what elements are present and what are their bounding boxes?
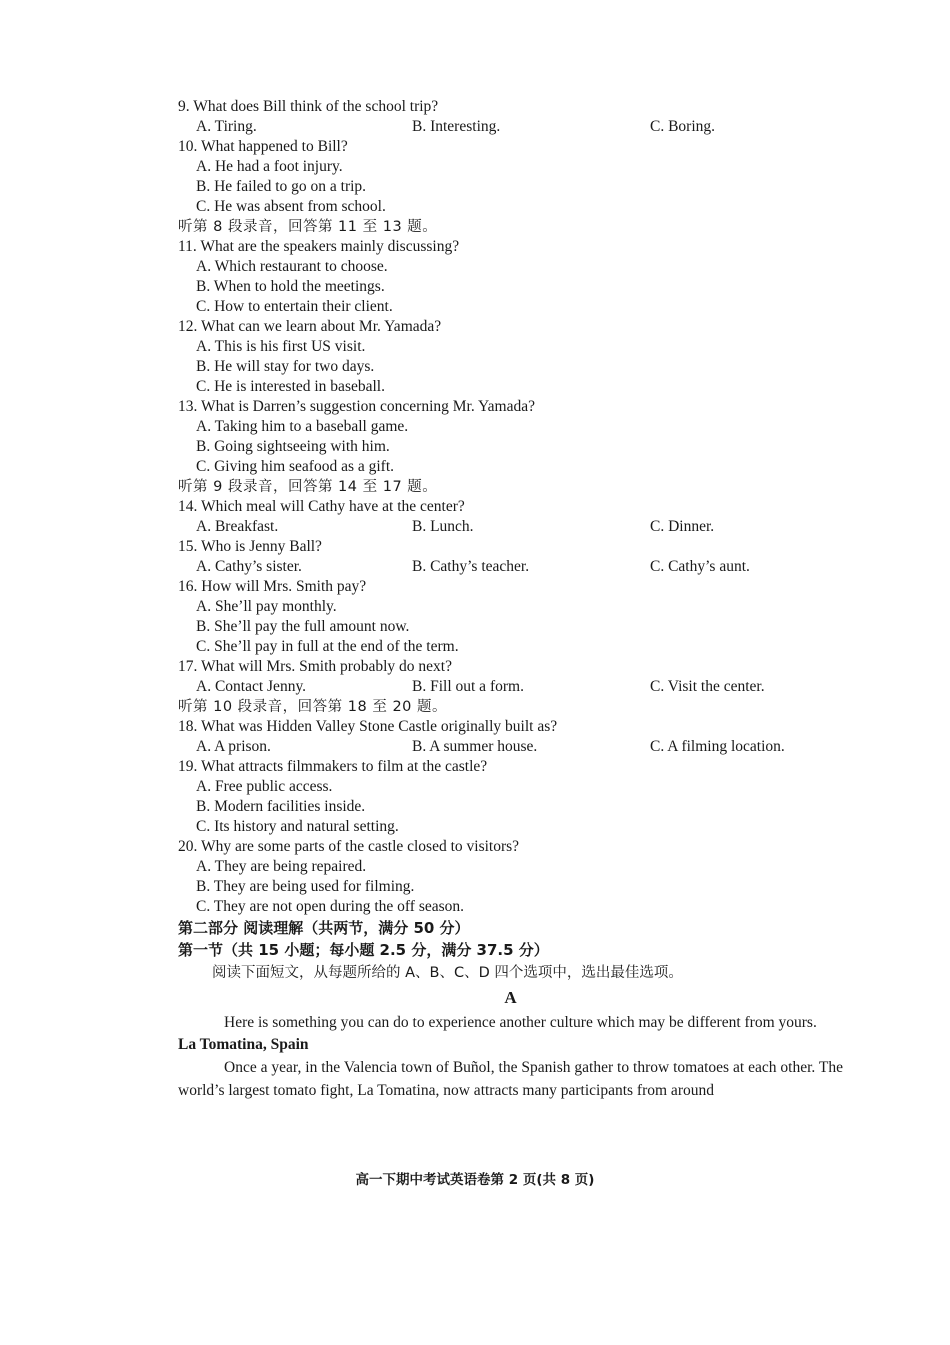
question-19: 19. What attracts filmmakers to film at the castle? (178, 758, 488, 775)
option-a: A. Which restaurant to choose. (196, 258, 388, 275)
option-b: B. Interesting. (412, 118, 501, 135)
passage-subtitle: La Tomatina, Spain (178, 1036, 309, 1053)
section-1-heading: 第一节（共 15 小题；每小题 2.5 分，满分 37.5 分） (178, 941, 549, 959)
option-c: C. How to entertain their client. (196, 298, 393, 315)
option-a: A. He had a foot injury. (196, 158, 343, 175)
option-a: A. Contact Jenny. (196, 678, 307, 695)
question-9: 9. What does Bill think of the school trip? (178, 98, 439, 115)
option-b: B. Lunch. (412, 518, 474, 535)
option-a: A. Tiring. (196, 118, 257, 135)
passage-letter: A (504, 988, 517, 1007)
option-a: A. They are being repaired. (196, 858, 367, 875)
option-c: C. Dinner. (650, 518, 715, 535)
option-c: C. He was absent from school. (196, 198, 386, 215)
passage-paragraph: Once a year, in the Valencia town of Buñol, the Spanish gather to throw tomatoes at each other. The world’s largest tomato fight, La Tomatina, now attracts many participants from around (178, 1059, 843, 1099)
page-content (178, 97, 843, 1102)
page-footer: 高一下期中考试英语卷第 2 页(共 8 页) (355, 1172, 595, 1188)
passage-intro: Here is something you can do to experience another culture which may be different from yours. (224, 1014, 817, 1031)
part-2-heading: 第二部分 阅读理解（共两节，满分 50 分） (178, 919, 470, 937)
option-b: B. He failed to go on a trip. (196, 178, 367, 195)
question-16: 16. How will Mrs. Smith pay? (178, 578, 367, 595)
option-c: C. They are not open during the off season. (196, 898, 465, 915)
option-a: A. A prison. (196, 738, 271, 755)
option-c: C. Its history and natural setting. (196, 818, 399, 835)
option-b: B. He will stay for two days. (196, 358, 375, 375)
question-11: 11. What are the speakers mainly discussing? (178, 238, 460, 255)
question-18: 18. What was Hidden Valley Stone Castle originally built as? (178, 718, 558, 735)
option-b: B. Fill out a form. (412, 678, 524, 695)
option-a: A. This is his first US visit. (196, 338, 366, 355)
question-12: 12. What can we learn about Mr. Yamada? (178, 318, 442, 335)
question-10: 10. What happened to Bill? (178, 138, 348, 155)
question-13: 13. What is Darren’s suggestion concerning Mr. Yamada? (178, 398, 536, 415)
option-b: B. She’ll pay the full amount now. (196, 618, 410, 635)
section-10-heading: 听第 10 段录音，回答第 18 至 20 题。 (178, 699, 448, 715)
option-c: C. A filming location. (650, 738, 785, 755)
question-17-options (178, 677, 843, 697)
section-8-heading: 听第 8 段录音，回答第 11 至 13 题。 (178, 219, 438, 235)
question-14-options (178, 517, 843, 537)
question-18-options (178, 737, 843, 757)
option-b: B. Modern facilities inside. (196, 798, 366, 815)
option-b: B. A summer house. (412, 738, 538, 755)
option-c: C. She’ll pay in full at the end of the term. (196, 638, 459, 655)
option-a: A. Free public access. (196, 778, 333, 795)
option-a: A. Cathy’s sister. (196, 558, 302, 575)
option-a: A. She’ll pay monthly. (196, 598, 337, 615)
option-c: C. Boring. (650, 118, 716, 135)
option-a: A. Breakfast. (196, 518, 279, 535)
option-c: C. Giving him seafood as a gift. (196, 458, 395, 475)
question-9-options (178, 117, 843, 137)
question-14: 14. Which meal will Cathy have at the center? (178, 498, 465, 515)
option-b: B. Going sightseeing with him. (196, 438, 390, 455)
option-c: C. Visit the center. (650, 678, 765, 695)
option-c: C. He is interested in baseball. (196, 378, 385, 395)
option-b: B. When to hold the meetings. (196, 278, 385, 295)
section-9-heading: 听第 9 段录音，回答第 14 至 17 题。 (178, 479, 438, 495)
question-15: 15. Who is Jenny Ball? (178, 538, 322, 555)
question-17: 17. What will Mrs. Smith probably do next? (178, 658, 452, 675)
option-b: B. Cathy’s teacher. (412, 558, 530, 575)
reading-instruction: 阅读下面短文，从每题所给的 A、B、C、D 四个选项中，选出最佳选项。 (212, 965, 683, 981)
question-15-options (178, 557, 843, 577)
option-b: B. They are being used for filming. (196, 878, 415, 895)
option-a: A. Taking him to a baseball game. (196, 418, 409, 435)
question-20: 20. Why are some parts of the castle closed to visitors? (178, 838, 520, 855)
option-c: C. Cathy’s aunt. (650, 558, 750, 575)
